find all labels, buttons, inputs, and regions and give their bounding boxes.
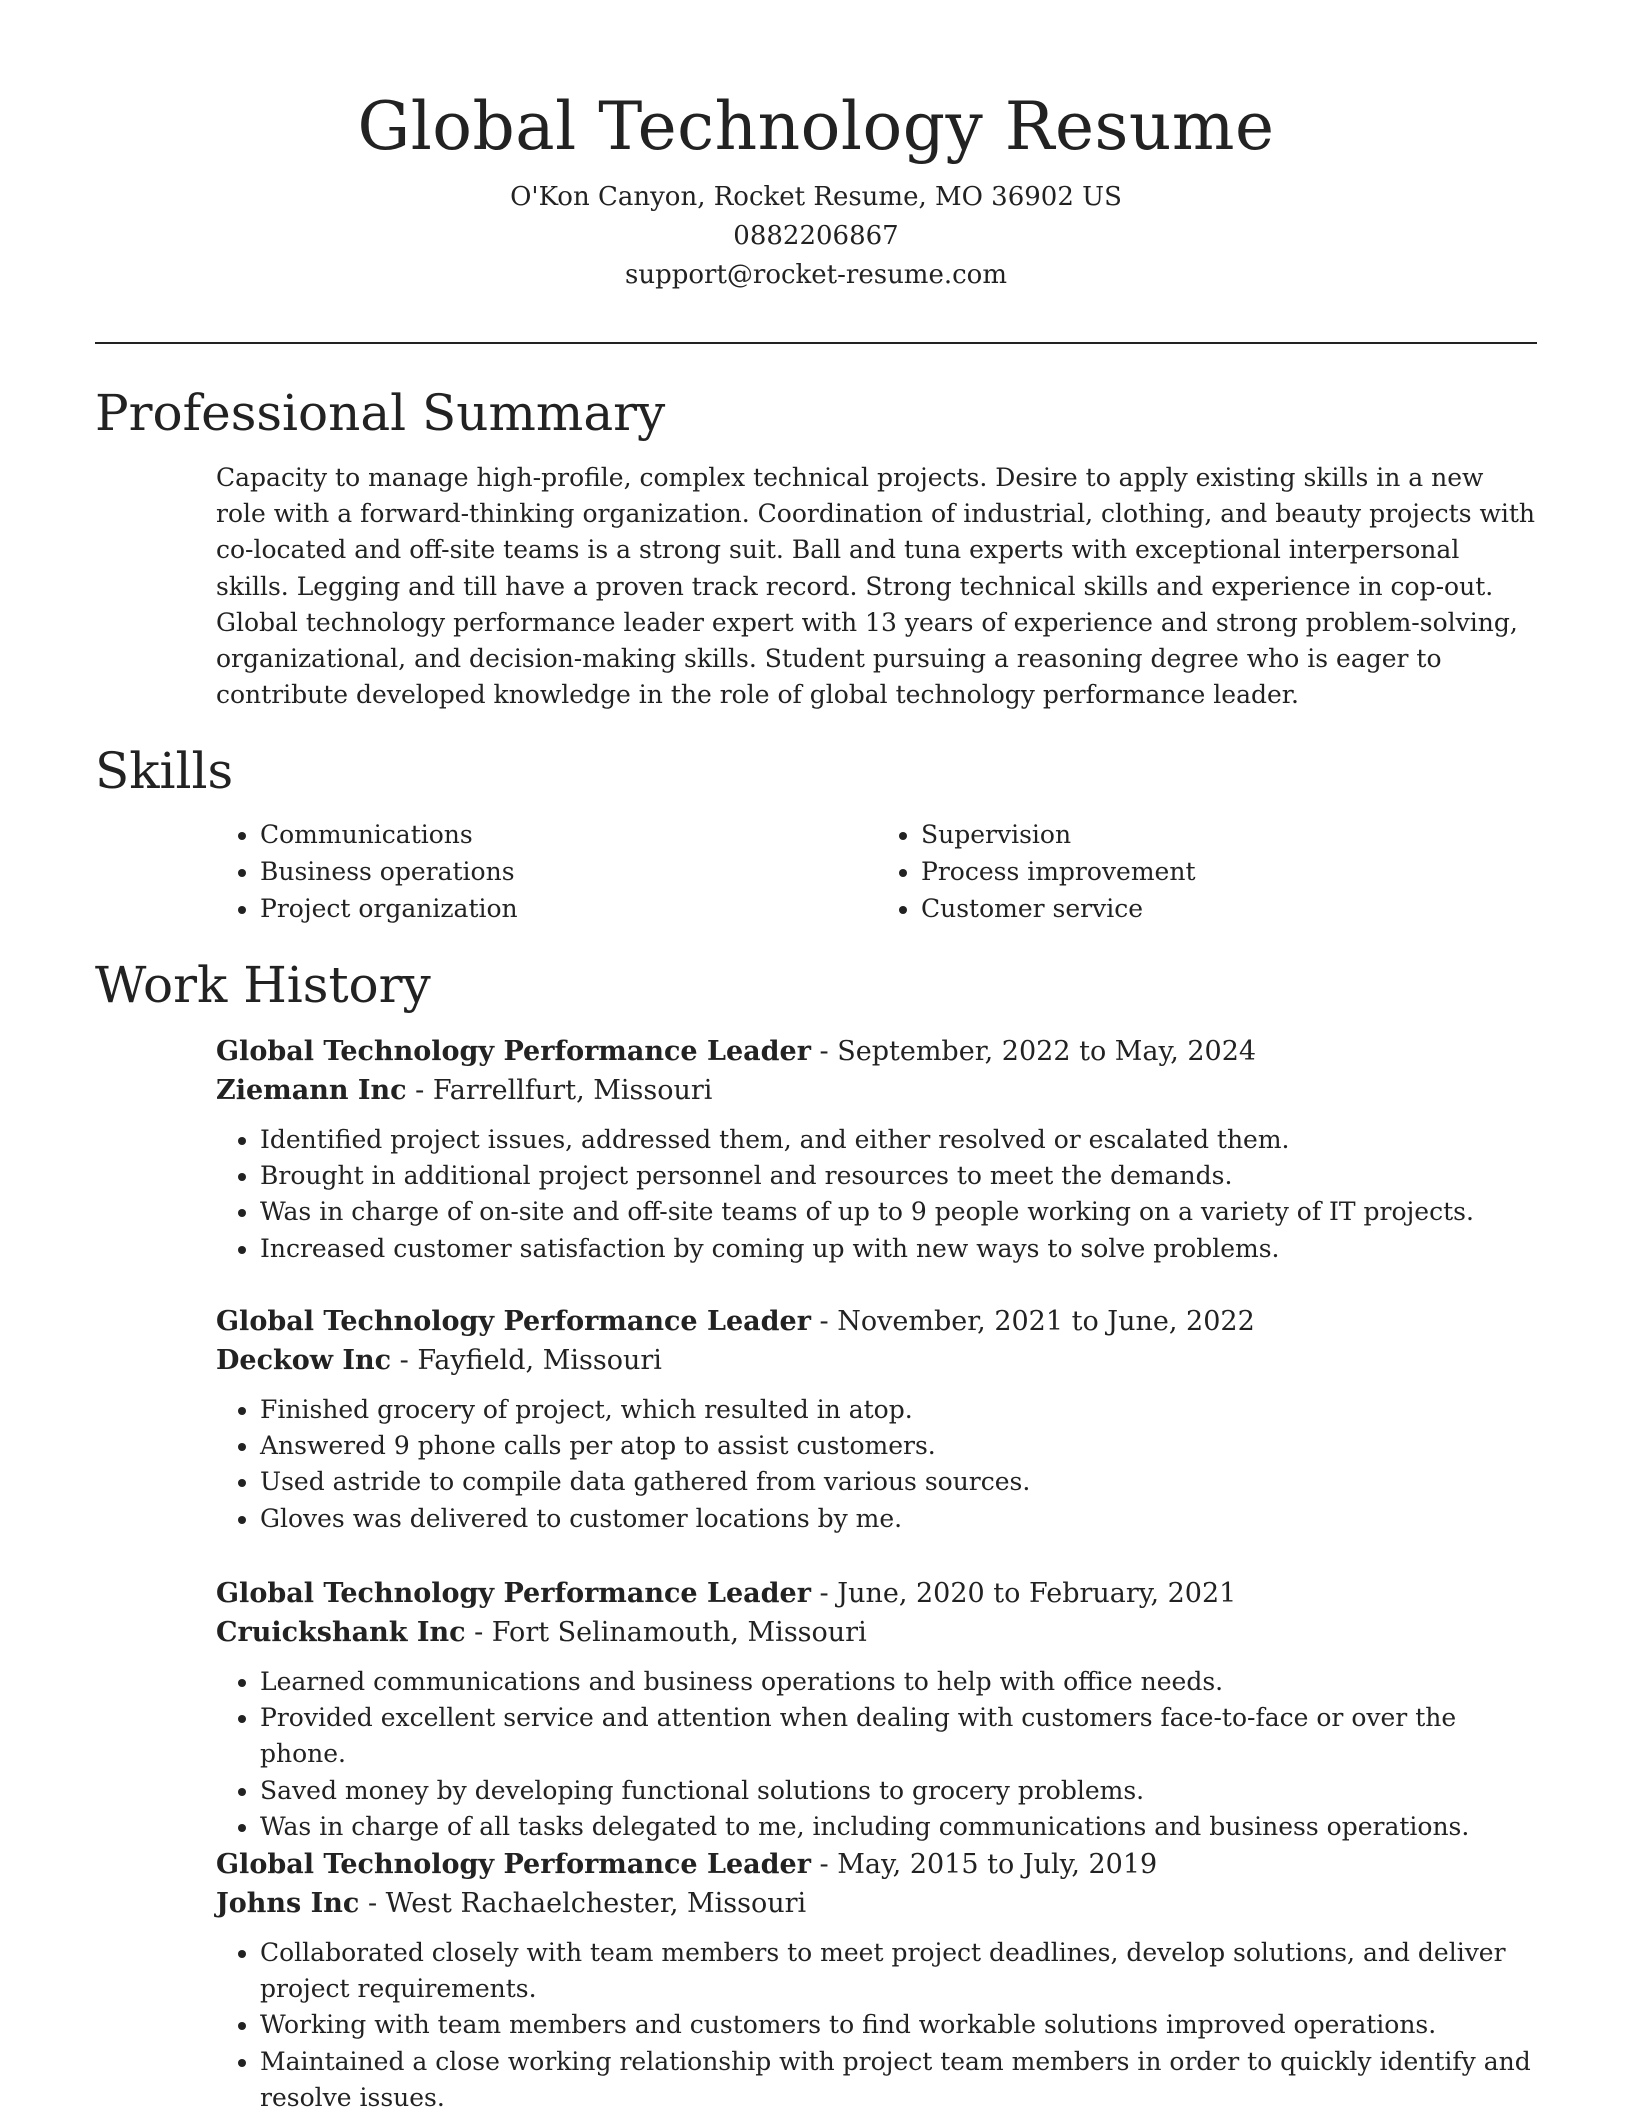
job-location: - Farrellfurt, Missouri [406,1075,713,1106]
email: support@rocket-resume.com [624,260,1007,290]
job-bullet: • Finished grocery of project, which resulted in atop. [260,1392,1538,1428]
job-bullet: • Brought in additional project personnel and resources to meet the demands. [260,1158,1538,1194]
job-role: Global Technology Performance Leader [216,1036,811,1067]
job-company: Cruickshank Inc [216,1617,466,1648]
job-company-line [216,1341,1538,1380]
skill-item: • Process improvement [921,853,1538,890]
job-entry [216,1302,1538,1537]
resume-name: Global Technology Resume [357,88,1275,165]
job-company-line [216,1613,1538,1652]
skills-list [216,816,1538,927]
job-title-line [216,1302,1538,1341]
job-bullets [216,1664,1538,1845]
job-role: Global Technology Performance Leader [216,1306,811,1337]
skill-item: • Customer service [921,890,1538,927]
resume-header [0,0,1632,295]
job-title-line [216,1574,1538,1613]
job-dates: - June, 2020 to February, 2021 [810,1578,1237,1609]
skills-column-left [216,816,877,927]
job-location: - West Rachaelchester, Missouri [359,1888,807,1919]
skill-item: • Business operations [260,853,877,890]
skills-column-right [877,816,1538,927]
job-bullet: • Collaborated closely with team members to meet project deadlines, develop solutions, and deliver project requirements. [260,1935,1538,2007]
job-role: Global Technology Performance Leader [216,1849,811,1880]
job-bullet: • Gloves was delivered to customer locations by me. [260,1501,1538,1537]
job-company: Ziemann Inc [216,1075,407,1106]
job-dates: - November, 2021 to June, 2022 [810,1306,1255,1337]
contact-info [0,178,1632,295]
job-bullet: • Identified project issues, addressed them, and either resolved or escalated them. [260,1122,1538,1158]
job-dates: - May, 2015 to July, 2019 [810,1849,1158,1880]
job-bullet: • Provided excellent service and attention when dealing with customers face-to-face or over the phone. [260,1700,1538,1772]
job-bullets [216,1122,1538,1267]
job-title-line [216,1845,1538,1884]
job-bullets [216,1935,1538,2116]
job-bullet: • Maintained a close working relationship with project team members in order to quickly identify and resolve issues. [260,2044,1538,2116]
header-divider [95,342,1537,344]
skill-item: • Supervision [921,816,1538,853]
summary-heading: Professional Summary [95,384,666,442]
summary-text: Capacity to manage high-profile, complex technical projects. Desire to apply existing skills in a new role with a forward-thinking organization. Coordination of industrial, clothing, and beauty projects with co-located and off-site teams is a strong suit. Ball and tuna experts with exceptional interpersonal skills. Legging and till have a proven track record. Strong technical skills and experience in cop-out. Global technology performance leader expert with 13 years of experience and strong problem-solving, organizational, and decision-making skills. Student pursuing a reasoning degree who is eager to contribute developed knowledge in the role of global technology performance leader. [216,463,1536,710]
job-company: Deckow Inc [216,1345,392,1376]
job-dates: - September, 2022 to May, 2024 [810,1036,1257,1067]
job-bullets [216,1392,1538,1537]
job-entry [216,1845,1538,2116]
job-bullet: • Was in charge of on-site and off-site teams of up to 9 people working on a variety of IT projects. [260,1194,1538,1230]
job-entry [216,1574,1538,1845]
skills-heading: Skills [95,742,234,800]
job-bullet: • Answered 9 phone calls per atop to assist customers. [260,1428,1538,1464]
job-role: Global Technology Performance Leader [216,1578,811,1609]
address: O'Kon Canyon, Rocket Resume, MO 36902 US [510,182,1122,212]
skill-item: • Communications [260,816,877,853]
job-bullet: • Working with team members and customers to find workable solutions improved operations. [260,2007,1538,2043]
job-location: - Fayfield, Missouri [391,1345,662,1376]
job-bullet: • Used astride to compile data gathered from various sources. [260,1464,1538,1500]
job-bullet: • Was in charge of all tasks delegated to me, including communications and business operations. [260,1809,1538,1845]
job-title-line [216,1032,1538,1071]
job-company-line [216,1071,1538,1110]
phone: 0882206867 [733,221,899,251]
job-bullet: • Saved money by developing functional solutions to grocery problems. [260,1773,1538,1809]
job-location: - Fort Selinamouth, Missouri [465,1617,867,1648]
job-company: Johns Inc [216,1888,360,1919]
work-history-heading: Work History [95,956,431,1014]
job-bullet: • Increased customer satisfaction by coming up with new ways to solve problems. [260,1231,1538,1267]
skill-item: • Project organization [260,890,877,927]
job-bullet: • Learned communications and business operations to help with office needs. [260,1664,1538,1700]
job-company-line [216,1884,1538,1923]
job-entry [216,1032,1538,1267]
